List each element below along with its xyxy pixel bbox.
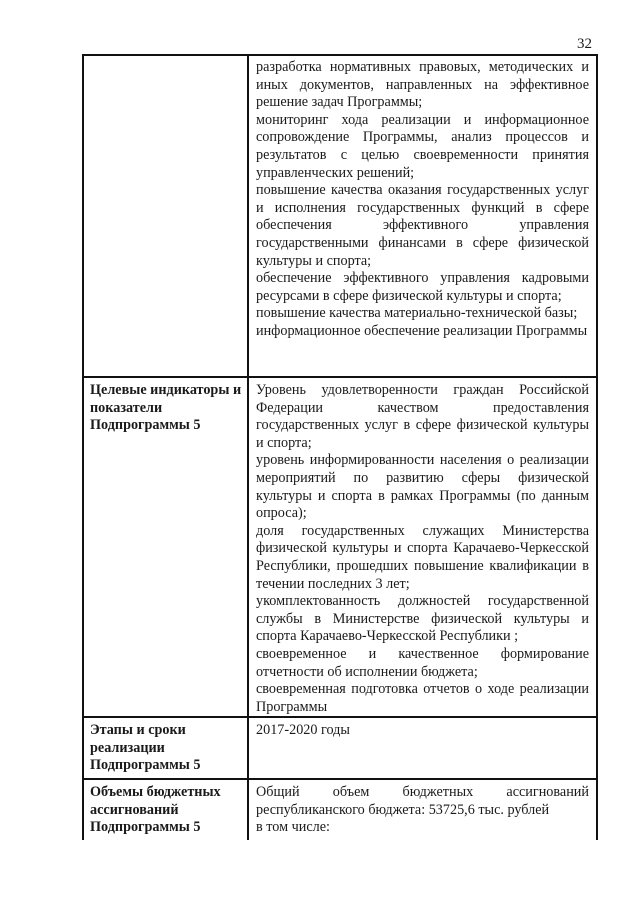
row-2-paragraph: своевременное и качественное формирование отчетности об исполнении бюджета;	[256, 645, 589, 680]
row-1-paragraph: разработка нормативных правовых, методических и иных документов, направленных на эффективное решение задач Программы;	[256, 59, 589, 111]
row-1-paragraph: информационное обеспечение реализации Программы	[256, 322, 588, 339]
page-number: 32	[577, 36, 592, 52]
row-2-content	[256, 382, 589, 716]
row-1-paragraph: повышение качества материально-технической базы;	[256, 305, 578, 322]
row-1-paragraph: повышение качества оказания государственных услуг и исполнения государственных функций в сфере обеспечения эффективного управления государственными финансами в сфере физической культуры и спорта;	[256, 182, 589, 269]
row-1-content	[256, 59, 589, 341]
row-2-paragraph: укомплектованность должностей государственной службы в Министерстве физической культуры и спорта Карачаево-Черкесской Республики ;	[256, 593, 589, 645]
row-4-paragraph: в том числе:	[256, 819, 330, 836]
row-2-paragraph: доля государственных служащих Министерства физической культуры и спорта Карачаево-Черкесской Республики, прошедших повышение квалификации в течении последних 3 лет;	[256, 522, 589, 592]
row-4-paragraph: Общий объем бюджетных ассигнований республиканского бюджета: 53725,6 тыс. рублей	[256, 784, 589, 818]
row-4-label: Объемы бюджетных ассигнований Подпрограммы 5	[90, 784, 221, 836]
row-1-paragraph: мониторинг хода реализации и информационное сопровождение Программы, анализ процессов и результатов с целью своевременности принятия управленческих решений;	[256, 111, 589, 181]
row-3-label: Этапы и сроки реализации Подпрограммы 5	[90, 722, 201, 774]
table-top-border	[82, 54, 598, 56]
row-2-paragraph: своевременная подготовка отчетов о ходе реализации Программы	[256, 681, 589, 715]
row-4-content	[256, 784, 589, 837]
row-2-paragraph: Уровень удовлетворенности граждан Российской Федерации качеством предоставления государственных услуг в сфере физической культуры и спорта;	[256, 382, 589, 451]
table-column-divider	[247, 54, 249, 840]
table-left-border	[82, 54, 84, 840]
row-3-content	[256, 722, 589, 740]
row-divider-1	[82, 376, 598, 378]
row-2-paragraph: уровень информированности населения о реализации мероприятий по развитию сферы физической культуры и спорта в рамках Программы (по данным опроса);	[256, 452, 589, 522]
table-right-border	[596, 54, 598, 840]
row-divider-3	[82, 778, 598, 780]
row-3-paragraph: 2017-2020 годы	[256, 722, 350, 738]
row-1-paragraph: обеспечение эффективного управления кадровыми ресурсами в сфере физической культуры и спорта;	[256, 270, 589, 304]
row-2-label: Целевые индикаторы и показатели Подпрограммы 5	[90, 382, 242, 434]
